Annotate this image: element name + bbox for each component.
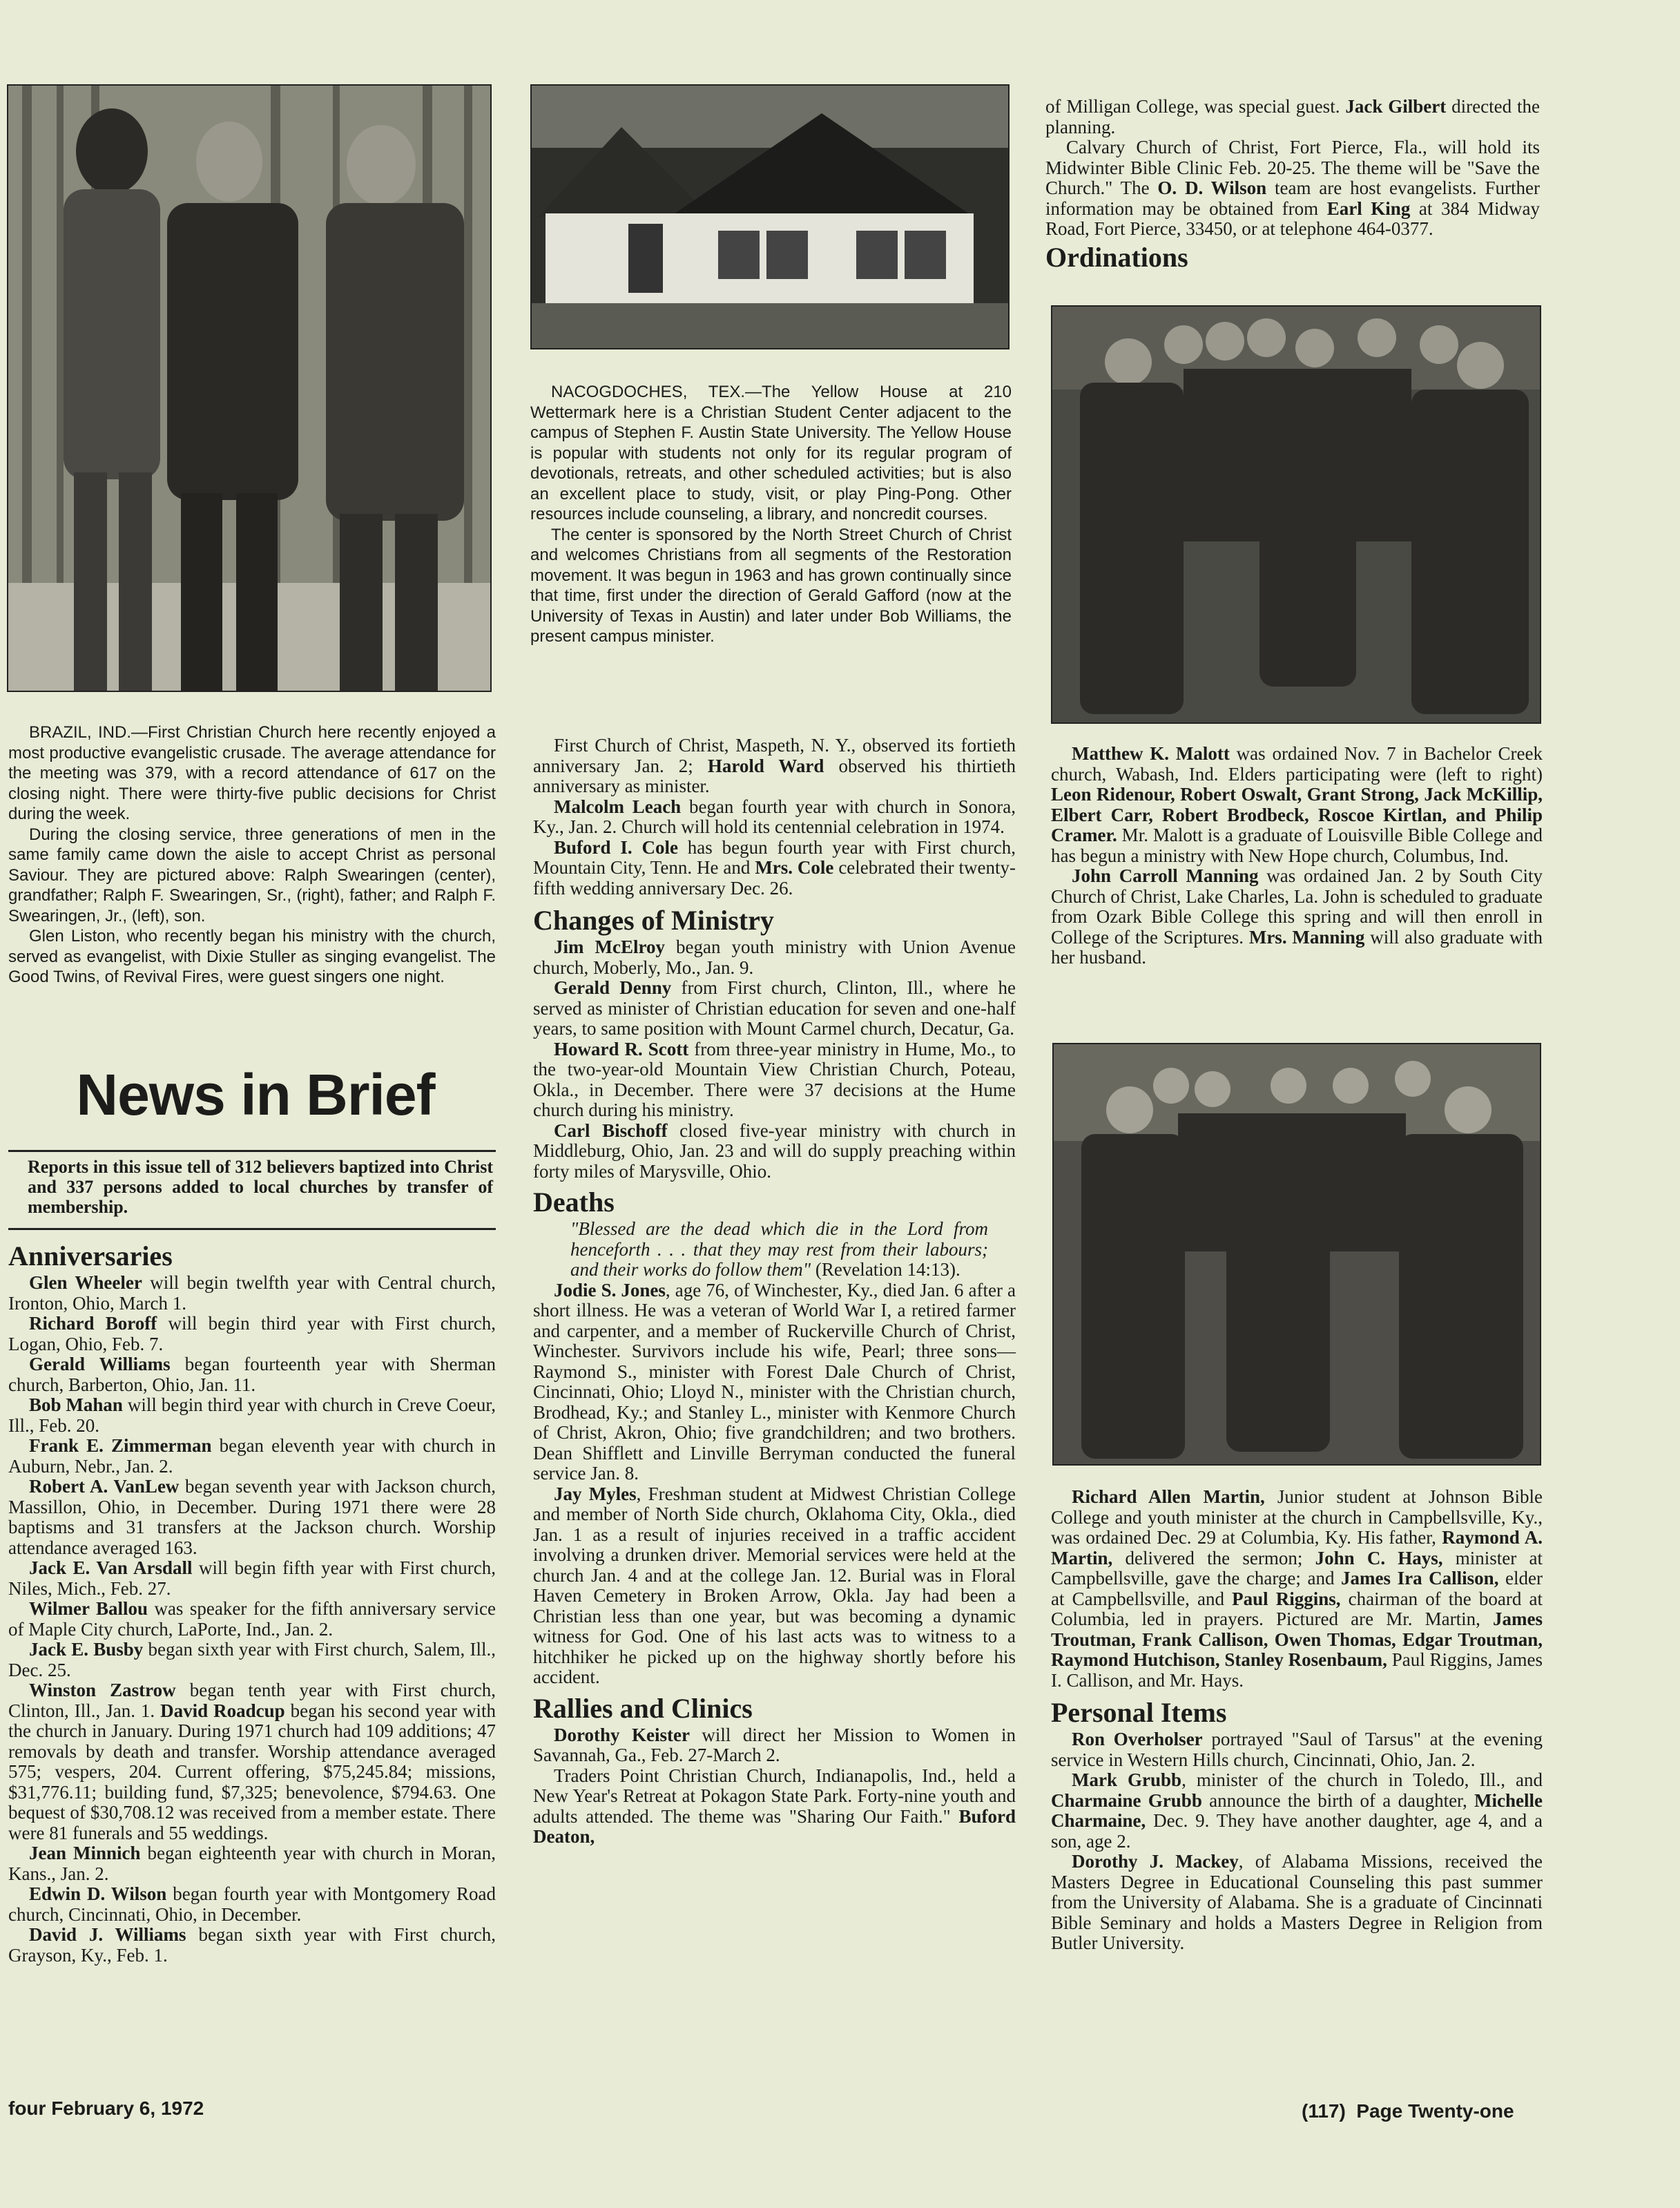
nacogdoches-caption [530, 382, 1012, 647]
news-brief-rule-top [8, 1150, 496, 1152]
personal-items-heading: Personal Items [1051, 1697, 1227, 1728]
anniversary-item: Richard Boroff will begin third year with First church, Logan, Ohio, Feb. 7. [8, 1313, 496, 1354]
change-item: Jim McElroy began youth ministry with Union Avenue church, Moberly, Mo., Jan. 9. [533, 937, 1016, 978]
death-item: Jodie S. Jones, age 76, of Winchester, Ky., died Jan. 6 after a short illness. He was a veteran of World War I, a retired farmer and carpenter, and a member of Ruckerville Church of Christ, Winchester. Survivors include his wife, Pearl; three sons—Raymond S., minister with Forest Dale Church of Christ, Cincinnati, Ohio; Lloyd N., minister with the Christian church, Brodhead, Ky.; and Stanley L., minister with Kenmore Church of Christ, Akron, Ohio; five grandchildren; and two brothers. Dean Shifflett and Linville Berryman conducted the funeral service Jan. 8. [533, 1279, 1016, 1484]
footer-page-number: (117) Page Twenty-one [1302, 2100, 1514, 2122]
deaths-scripture-quote: "Blessed are the dead which die in the Lord from henceforth . . . that they may rest from their labours; and their works do follow them" (Revelation 14:13). [570, 1218, 988, 1280]
right-column-top-text [1045, 97, 1540, 274]
deaths-heading: Deaths [533, 1187, 615, 1218]
anniversary-item: Gerald Williams began fourteenth year with Sherman church, Barberton, Ohio, Jan. 11. [8, 1354, 496, 1395]
anniversaries-heading: Anniversaries [8, 1240, 173, 1271]
brazil-caption-p3: Glen Liston, who recently began his ministry with the church, served as evangelist, with Dixie Stuller as singing evangelist. The Good Twins, of Revival Fires, were guest singers one night. [8, 927, 496, 986]
brazil-caption-p1: BRAZIL, IND.—First Christian Church here recently enjoyed a most productive evangelistic crusade. The average attendance for the meeting was 379, with a record attendance of 617 on the closing night. There were thirty-five public decisions for Christ during the week. [8, 723, 496, 823]
nacogdoches-caption-p1: NACOGDOCHES, TEX.—The Yellow House at 210 Wettermark here is a Christian Student Center adjacent to the campus of Stephen F. Austin State University. The Yellow House is popular with students not only for its regular program of devotionals, retreats, and other scheduled activities; but is also an excellent place to study, visit, or play Ping-Pong. Other resources include counseling, a library, and noncredit courses. [530, 383, 1012, 524]
laying-on-hands-illustration [1054, 1044, 1540, 1464]
death-item: Jay Myles, Freshman student at Midwest Christian College and member of North Side church, Oklahoma City, Okla., died Jan. 1 as a result of injuries received in a traffic accident involving a drunken driver. Memorial services were held at the church Jan. 4 and at the college Jan. 12. Burial was in Floral Haven Cemetery in Broken Arrow, Okla. Jay had been a Christian less than one year, but was becoming a dynamic witness for God. One of his last acts was to witness to a hitchhiker he picked up on the highway shortly before his accident. [533, 1483, 1016, 1687]
anniversary-item: Winston Zastrow began tenth year with First church, Clinton, Ill., Jan. 1. David Roadcup began his second year with the church in January. During 1971 church had 109 additions; 47 removals by death and transfer. Worship attendance averaged 575; vespers, 204. Current offering, $75,245.84; missions, $31,776.11; building fund, $7,325; benevolence, $794.63. One bequest of $30,708.12 was received from a member estate. There were 81 funerals and 55 weddings. [8, 1680, 496, 1843]
anniversary-item: Jack E. Van Arsdall will begin fifth year with First church, Niles, Mich., Feb. 27. [8, 1557, 496, 1599]
cole-item: Buford I. Cole has begun fourth year with First church, Mountain City, Tenn. He and Mrs. Cole celebrated their twenty-fifth wedding anniversary Dec. 26. [533, 836, 1016, 899]
martin-ordination-photo [1052, 1043, 1541, 1466]
anniversary-item: Wilmer Ballou was speaker for the fifth anniversary service of Maple City church, LaPorte, Ind., Jan. 2. [8, 1598, 496, 1640]
middle-column-text [533, 736, 1016, 1847]
anniversary-item: Robert A. VanLew began seventh year with Jackson church, Massillon, Ohio, in December. During 1971 there were 28 baptisms and 31 transfers at the Jackson church. Worship attendance averaged 163. [8, 1476, 496, 1558]
leach-item: Malcolm Leach began fourth year with church in Sonora, Ky., Jan. 2. Church will hold its centennial celebration in 1974. [533, 796, 1016, 837]
news-in-brief-title: News in Brief [76, 1062, 435, 1127]
personal-item: Mark Grubb, minister of the church in Toledo, Ill., and Charmaine Grubb announce the birth of a daughter, Michelle Charmaine, Dec. 9. They have another daughter, age 4, and a son, age 2. [1051, 1769, 1543, 1852]
martin-item: Richard Allen Martin, Junior student at Johnson Bible College and youth minister at the church in Campbellsville, Ky., was ordained Dec. 29 at Columbia, Ky. His father, Raymond A. Martin, delivered the sermon; John C. Hays, minister at Campbellsville, gave the charge; and James Ira Callison, elder at Campbellsville, and Paul Riggins, chairman of the board at Columbia, led in prayers. Pictured are Mr. Martin, James Troutman, Frank Callison, Owen Thomas, Edgar Troutman, Raymond Hutchison, Stanley Rosenbaum, Paul Riggins, James I. Callison, and Mr. Hays. [1051, 1486, 1543, 1691]
yellow-house-illustration [532, 86, 1008, 348]
traders-point-item: Traders Point Christian Church, Indianapolis, Ind., held a New Year's Retreat at Pokagon State Park. Forty-nine youth and adults attended. The theme was "Sharing Our Faith." Buford Deaton, [533, 1765, 1016, 1847]
brazil-caption-p2: During the closing service, three generations of men in the same family came down the aisle to accept Christ as personal Saviour. They are pictured above: Ralph Swearingen (center), grandfather; Ralph F. Swearingen, Sr., (right), father; and Ralph F. Swearingen, Jr., (left), son. [8, 825, 496, 925]
change-item: Carl Bischoff closed five-year ministry with church in Middleburg, Ohio, Jan. 23 and will do supply preaching within forty miles of Marysville, Ohio. [533, 1120, 1016, 1182]
martin-caption [1051, 1487, 1543, 1954]
change-item: Howard R. Scott from three-year ministry in Hume, Mo., to the two-year-old Mountain View Christian Church, Poteau, Okla., in December. There were 37 decisions at the Hume church during his ministry. [533, 1038, 1016, 1120]
anniversary-item: Frank E. Zimmerman began eleventh year with church in Auburn, Nebr., Jan. 2. [8, 1435, 496, 1477]
brazil-caption [8, 722, 496, 988]
footer-left: four February 6, 1972 [8, 2097, 204, 2119]
anniversary-item: Bob Mahan will begin third year with church in Creve Coeur, Ill., Feb. 20. [8, 1394, 496, 1436]
change-item: Gerald Denny from First church, Clinton, Ill., where he served as minister of Christian education for seven and one-half years, to same position with Mount Carmel church, Decatur, Ga. [533, 977, 1016, 1039]
keister-item: Dorothy Keister will direct her Mission to Women in Savannah, Ga., Feb. 27-March 2. [533, 1724, 1016, 1765]
maspeth-item: First Church of Christ, Maspeth, N. Y., observed its fortieth anniversary Jan. 2; Harold Ward observed his thirtieth anniversary as minister. [533, 735, 1016, 796]
malott-item: Matthew K. Malott was ordained Nov. 7 in Bachelor Creek church, Wabash, Ind. Elders participating were (left to right) Leon Ridenour, Robert Oswalt, Grant Strong, Jack McKillip, Elbert Carr, Robert Brodbeck, Roscoe Kirtlan, and Philip Cramer. Mr. Malott is a graduate of Louisville Bible College and has begun a ministry with New Hope church, Columbus, Ind. [1051, 743, 1543, 866]
news-brief-summary: Reports in this issue tell of 312 believers baptized into Christ and 337 persons added to local churches by transfer of membership. [28, 1157, 493, 1217]
anniversary-item: Jack E. Busby began sixth year with First church, Salem, Ill., Dec. 25. [8, 1639, 496, 1680]
news-brief-rule-bottom [8, 1228, 496, 1230]
ordinations-heading: Ordinations [1045, 241, 1188, 273]
manning-item: John Carroll Manning was ordained Jan. 2 by South City Church of Christ, Lake Charles, La. John is scheduled to graduate from Ozark Bible College this spring and will then enroll in College of the Scriptures. Mrs. Manning will also graduate with her husband. [1051, 865, 1543, 968]
personal-item: Dorothy J. Mackey, of Alabama Missions, received the Masters Degree in Educational Counseling this past summer from the University of Alabama. She is a graduate of Cincinnati Bible Seminary and holds a Masters Degree in Religion from Butler University. [1051, 1851, 1543, 1953]
personal-item: Ron Overholser portrayed "Saul of Tarsus" at the evening service in Western Hills church, Cincinnati, Ohio, Jan. 2. [1051, 1729, 1543, 1770]
yellow-house-photo [530, 84, 1010, 349]
ordinations-text [1051, 744, 1543, 968]
ordination-group-illustration [1052, 307, 1540, 722]
rallies-heading: Rallies and Clinics [533, 1692, 753, 1724]
anniversary-item: Glen Wheeler will begin twelfth year with Central church, Ironton, Ohio, March 1. [8, 1272, 496, 1314]
anniversary-item: David J. Williams began sixth year with First church, Grayson, Ky., Feb. 1. [8, 1924, 496, 1966]
brazil-family-photo [7, 84, 492, 692]
calvary-item: Calvary Church of Christ, Fort Pierce, Fla., will hold its Midwinter Bible Clinic Feb. 20-25. The theme will be "Save the Church." The O. D. Wilson team are host evangelists. Further information may be obtained from Earl King at 384 Midway Road, Fort Pierce, 33450, or at telephone 464-0377. [1045, 137, 1541, 239]
brazil-photo-illustration [8, 86, 490, 691]
milligan-continuation: of Milligan College, was special guest. Jack Gilbert directed the planning. [1045, 96, 1540, 137]
anniversary-item: Edwin D. Wilson began fourth year with Montgomery Road church, Cincinnati, Ohio, in December. [8, 1883, 496, 1925]
anniversary-item: Jean Minnich began eighteenth year with church in Moran, Kans., Jan. 2. [8, 1843, 496, 1884]
malott-ordination-photo [1051, 305, 1541, 724]
changes-heading: Changes of Ministry [533, 905, 774, 936]
anniversaries-column [8, 1240, 496, 1966]
nacogdoches-caption-p2: The center is sponsored by the North Street Church of Christ and welcomes Christians from all segments of the Restoration movement. It was begun in 1963 and has grown continually since that time, first under the direction of Gerald Gafford (now at the University of Texas in Austin) and later under Bob Williams, the present campus minister. [530, 525, 1012, 646]
